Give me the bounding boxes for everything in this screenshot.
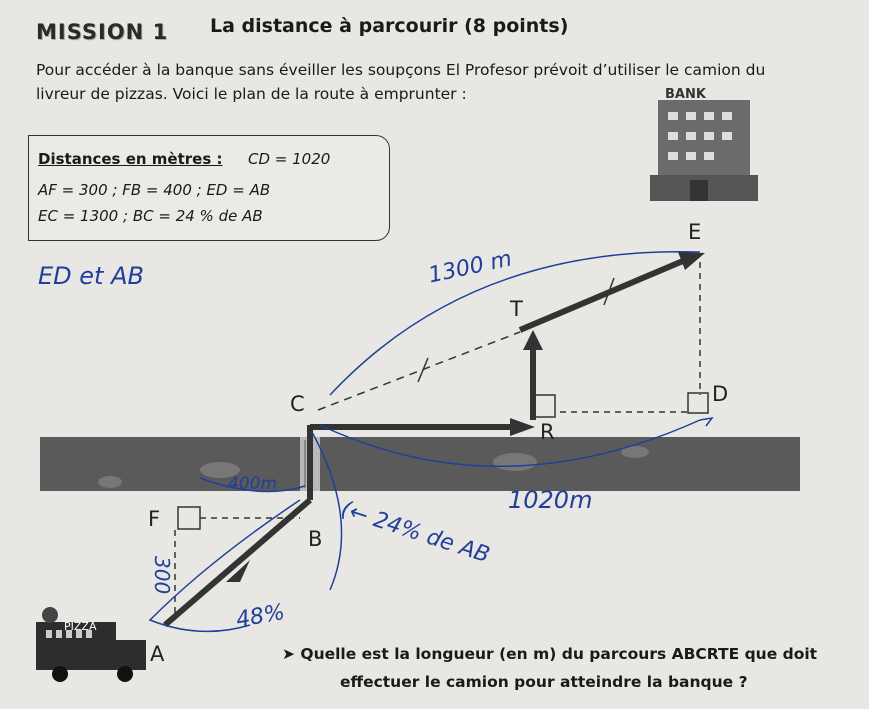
- note-48pct: 48%: [234, 599, 287, 634]
- point-f-label: F: [148, 507, 161, 531]
- intro-line-2: livreur de pizzas. Voici le plan de la route à emprunter :: [36, 85, 467, 103]
- mission-title: La distance à parcourir (8 points): [210, 15, 569, 37]
- tick-mark: [418, 358, 428, 382]
- arrow-rt-icon: [523, 330, 543, 350]
- right-angle-f: [178, 507, 200, 529]
- note-400: 400m: [228, 474, 278, 494]
- car-icon: [98, 476, 122, 488]
- road: [40, 437, 800, 491]
- note-1020: 1020m: [508, 486, 593, 514]
- note-1300: 1300 m: [426, 246, 515, 289]
- arrow-te-icon: [678, 252, 705, 270]
- point-e-label: E: [688, 220, 702, 244]
- note-bc: (← 24% de AB: [337, 496, 493, 569]
- right-angle-d: [688, 393, 708, 413]
- segment-te: [520, 258, 690, 330]
- distance-cd: CD = 1020: [248, 150, 331, 168]
- intro-line-1: Pour accéder à la banque sans éveiller les soupçons El Profesor prévoit d’utiliser le camion du: [36, 61, 766, 79]
- mission-badge: MISSION 1: [36, 20, 169, 44]
- car-icon: [493, 453, 537, 471]
- note-ed-ab: ED et AB: [38, 262, 144, 290]
- bank-building-icon: [650, 100, 758, 201]
- question-line-1: ➤ Quelle est la longueur (en m) du parcours ABCRTE que doit: [282, 645, 818, 663]
- question-line-2: effectuer le camion pour atteindre la banque ?: [340, 673, 748, 691]
- point-c-label: C: [290, 392, 305, 416]
- bank-label: BANK: [665, 87, 706, 102]
- point-d-label: D: [712, 382, 729, 406]
- distance-line-3: EC = 1300 ; BC = 24 % de AB: [38, 207, 263, 225]
- point-b-label: B: [308, 527, 323, 551]
- question-text-1: Quelle est la longueur (en m) du parcours ABCRTE que doit: [300, 645, 818, 663]
- brace-arrow: [700, 418, 712, 426]
- note-300: 300: [150, 556, 174, 595]
- pizza-truck-icon: [36, 607, 146, 682]
- distances-title: Distances en mètres :: [38, 150, 223, 168]
- arrow-cr-icon: [510, 418, 535, 436]
- brace-1300: [330, 252, 700, 395]
- point-t-label: T: [510, 297, 523, 321]
- right-angle-r: [533, 395, 555, 417]
- distance-line-2: AF = 300 ; FB = 400 ; ED = AB: [38, 181, 271, 199]
- dashed-ct: [318, 332, 520, 410]
- point-r-label: R: [540, 420, 555, 444]
- pizza-label: PIZZA: [64, 620, 97, 633]
- point-a-label: A: [150, 642, 165, 666]
